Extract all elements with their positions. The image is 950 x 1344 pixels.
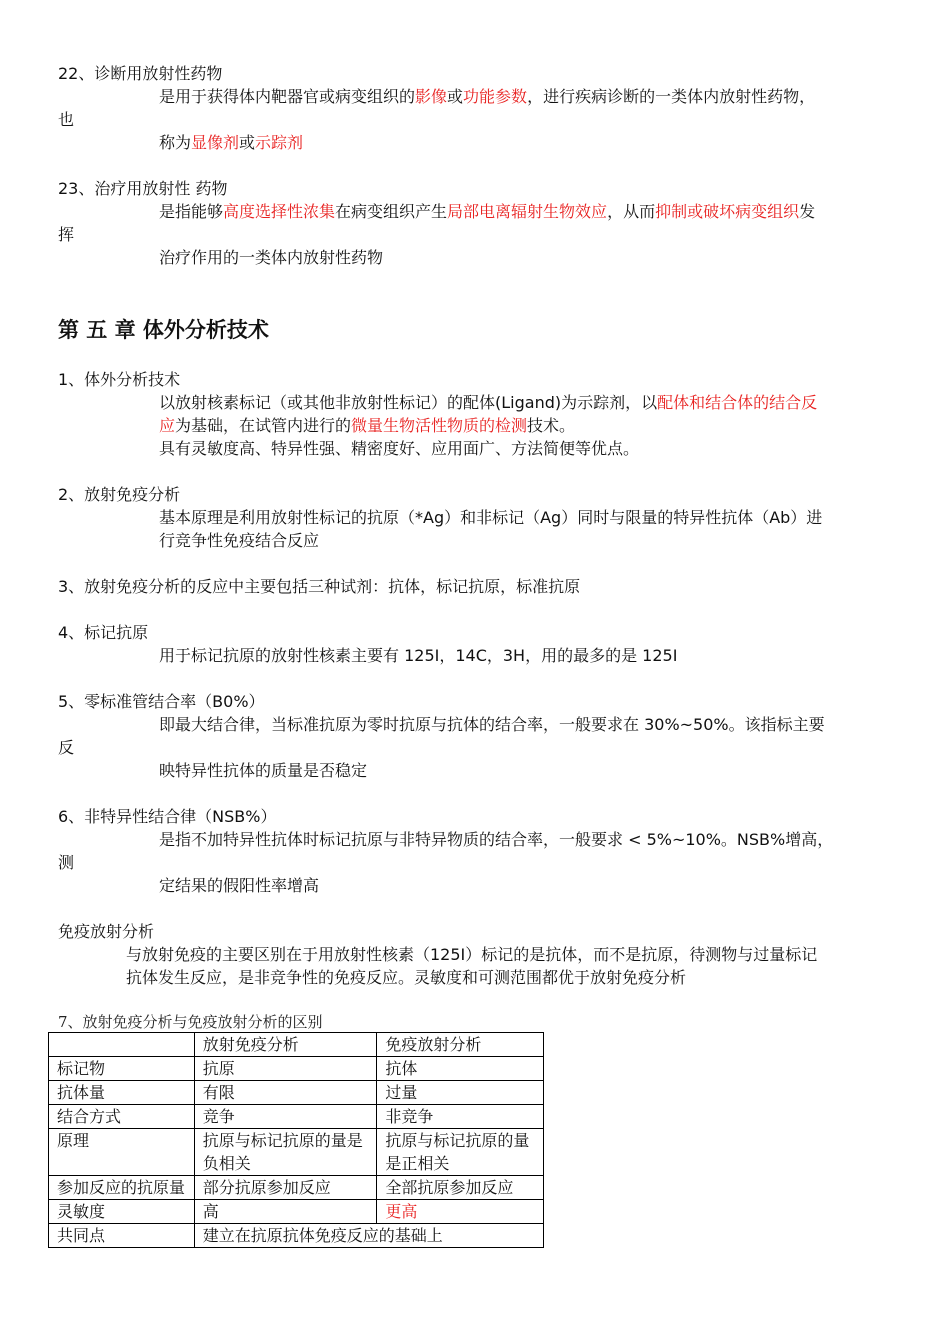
item-22-line-3: 称为显像剂或示踪剂 xyxy=(159,133,304,152)
section-6-line-2: 测 xyxy=(58,853,75,872)
table-cell: 参加反应的抗原量 xyxy=(49,1176,195,1200)
table-cell: 部分抗原参加反应 xyxy=(194,1176,377,1200)
table-cell: 有限 xyxy=(194,1081,377,1105)
document-page xyxy=(58,62,894,1248)
item-23-line-1: 是指能够高度选择性浓集在病变组织产生局部电离辐射生物效应，从而抑制或破坏病变组织发 xyxy=(159,202,816,221)
item-23-heading: 23、治疗用放射性 药物 xyxy=(58,179,228,198)
item-22-line-1: 是用于获得体内靶器官或病变组织的影像或功能参数，进行疾病诊断的一类体内放射性药物， xyxy=(159,87,816,106)
table-cell: 全部抗原参加反应 xyxy=(377,1176,544,1200)
table-cell: 抗原与标记抗原的量是正相关 xyxy=(377,1129,544,1176)
highlight-imaging-agent: 显像剂 xyxy=(191,133,240,152)
table-header-cell: 放射免疫分析 xyxy=(194,1033,377,1057)
section-3-heading: 3、放射免疫分析的反应中主要包括三种试剂：抗体，标记抗原，标准抗原 xyxy=(58,577,581,596)
chapter-title: 第 五 章 体外分析技术 xyxy=(58,318,269,342)
table-cell: 竞争 xyxy=(194,1105,377,1129)
table-cell-merged: 建立在抗原抗体免疫反应的基础上 xyxy=(194,1224,543,1248)
table-cell: 抗体量 xyxy=(49,1081,195,1105)
item-23-line-3: 治疗作用的一类体内放射性药物 xyxy=(159,248,384,267)
section-4-line-1: 用于标记抗原的放射性核素主要有 125I，14C，3H，用的最多的是 125I xyxy=(159,646,678,665)
table-cell: 原理 xyxy=(49,1129,195,1176)
section-6-line-3: 定结果的假阳性率增高 xyxy=(159,876,320,895)
highlight-inhibit-destroy: 抑制或破坏病变组织 xyxy=(655,202,800,221)
section-2-heading: 2、放射免疫分析 xyxy=(58,485,181,504)
table-cell: 过量 xyxy=(377,1081,544,1105)
table-row xyxy=(49,1081,544,1105)
table-cell: 抗体 xyxy=(377,1057,544,1081)
highlight-radiation-effect: 局部电离辐射生物效应 xyxy=(447,202,608,221)
table-header-cell xyxy=(49,1033,195,1057)
table-cell: 标记物 xyxy=(49,1057,195,1081)
irma-line-2: 抗体发生反应，是非竞争性的免疫反应。灵敏度和可测范围都优于放射免疫分析 xyxy=(126,968,687,987)
table-cell: 高 xyxy=(194,1200,377,1224)
table-cell-highlight: 更高 xyxy=(377,1200,544,1224)
table-row xyxy=(49,1105,544,1129)
section-5-line-3: 映特异性抗体的质量是否稳定 xyxy=(159,761,368,780)
section-2-line-2: 行竞争性免疫结合反应 xyxy=(159,531,320,550)
highlight-function-params: 功能参数 xyxy=(463,87,528,106)
table-row xyxy=(49,1057,544,1081)
section-6-heading: 6、非特异性结合律（NSB%） xyxy=(58,807,277,826)
table-row xyxy=(49,1176,544,1200)
section-1-line-3: 具有灵敏度高、特异性强、精密度好、应用面广、方法简便等优点。 xyxy=(159,439,640,458)
section-5-heading: 5、零标准管结合率（B0%） xyxy=(58,692,265,711)
table-row xyxy=(49,1200,544,1224)
table-cell: 抗原与标记抗原的量是负相关 xyxy=(194,1129,377,1176)
section-5-line-1: 即最大结合律，当标准抗原为零时抗原与抗体的结合率，一般要求在 30%~50%。该指标主要 xyxy=(159,715,825,734)
highlight-trace-detection: 微量生物活性物质的检测 xyxy=(351,416,528,435)
highlight-imaging: 影像 xyxy=(415,87,448,106)
table-cell: 共同点 xyxy=(49,1224,195,1248)
table-cell: 结合方式 xyxy=(49,1105,195,1129)
highlight-selective-uptake: 高度选择性浓集 xyxy=(223,202,336,221)
table-cell: 抗原 xyxy=(194,1057,377,1081)
irma-line-1: 与放射免疫的主要区别在于用放射性核素（125I）标记的是抗体，而不是抗原，待测物与过量标记 xyxy=(126,945,818,964)
section-1-heading: 1、体外分析技术 xyxy=(58,370,181,389)
item-22-line-2: 也 xyxy=(58,110,75,129)
table-header-row xyxy=(49,1033,544,1057)
table-row xyxy=(49,1129,544,1176)
comparison-table xyxy=(48,1032,544,1248)
section-4-heading: 4、标记抗原 xyxy=(58,623,149,642)
section-2-line-1: 基本原理是利用放射性标记的抗原（*Ag）和非标记（Ag）同时与限量的特异性抗体（Ab）进 xyxy=(159,508,823,527)
table-caption: 7、放射免疫分析与免疫放射分析的区别 xyxy=(58,1013,323,1031)
irma-heading: 免疫放射分析 xyxy=(58,922,155,941)
table-row-common xyxy=(49,1224,544,1248)
item-23-line-2: 挥 xyxy=(58,225,75,244)
table-header-cell: 免疫放射分析 xyxy=(377,1033,544,1057)
section-5-line-2: 反 xyxy=(58,738,75,757)
highlight-ligand-binding: 配体和结合体的结合反 xyxy=(657,393,818,412)
section-1-line-1: 以放射核素标记（或其他非放射性标记）的配体(Ligand)为示踪剂，以配体和结合体的结合反 xyxy=(159,393,818,412)
highlight-tracer: 示踪剂 xyxy=(255,133,304,152)
section-6-line-1: 是指不加特异性抗体时标记抗原与非特异物质的结合率，一般要求 < 5%~10%。NSB%增高， xyxy=(159,830,834,849)
section-1-line-2: 应为基础，在试管内进行的微量生物活性物质的检测技术。 xyxy=(159,416,576,435)
table-cell: 灵敏度 xyxy=(49,1200,195,1224)
table-cell: 非竞争 xyxy=(377,1105,544,1129)
item-22-heading: 22、诊断用放射性药物 xyxy=(58,64,223,83)
